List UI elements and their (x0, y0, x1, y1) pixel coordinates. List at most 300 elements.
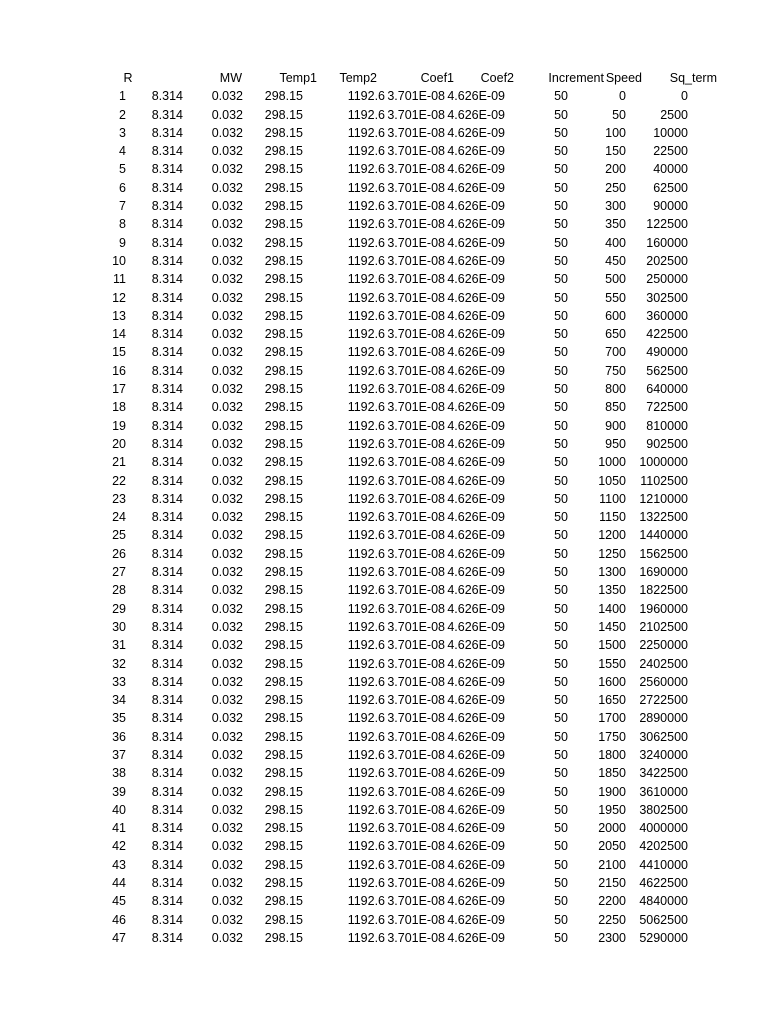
temp2-cell: 1192.6 (347, 125, 385, 140)
table-row (104, 417, 717, 435)
table-row (104, 929, 717, 947)
gas-constant-cell: 8.314 (151, 802, 183, 817)
row-index-cell: 39 (112, 784, 126, 799)
row-index-cell: 33 (112, 674, 126, 689)
temp2-cell: 1192.6 (347, 766, 385, 781)
coef2-cell: 4.626E-09 (447, 546, 505, 561)
table-row (104, 215, 717, 233)
mw-cell: 0.032 (211, 308, 243, 323)
temp2-cell: 1192.6 (347, 418, 385, 433)
sq-term-cell: 90000 (653, 199, 688, 214)
sq-term-cell: 810000 (646, 418, 688, 433)
temp1-cell: 298.15 (264, 235, 303, 250)
speed-cell: 1000 (598, 455, 626, 470)
gas-constant-cell: 8.314 (151, 583, 183, 598)
coef2-cell: 4.626E-09 (447, 528, 505, 543)
increment-cell: 50 (554, 638, 568, 653)
coef2-cell: 4.626E-09 (447, 217, 505, 232)
speed-cell: 850 (605, 400, 626, 415)
mw-cell: 0.032 (211, 674, 243, 689)
temp1-cell: 298.15 (264, 546, 303, 561)
table-row (104, 124, 717, 142)
row-index-cell: 11 (113, 272, 126, 287)
temp1-cell: 298.15 (264, 656, 303, 671)
mw-cell: 0.032 (211, 199, 243, 214)
mw-cell: 0.032 (211, 876, 243, 891)
sq-term-cell: 22500 (653, 144, 688, 159)
temp1-cell: 298.15 (264, 217, 303, 232)
sq-term-cell: 160000 (646, 235, 688, 250)
increment-cell: 50 (554, 802, 568, 817)
header-increment: Increment (548, 71, 604, 85)
speed-cell: 650 (605, 327, 626, 342)
row-index-cell: 22 (112, 473, 126, 488)
speed-cell: 1850 (598, 766, 626, 781)
increment-cell: 50 (554, 253, 568, 268)
coef1-cell: 3.701E-08 (387, 638, 445, 653)
table-row (104, 874, 717, 892)
speed-cell: 1250 (598, 546, 626, 561)
gas-constant-cell: 8.314 (151, 418, 183, 433)
gas-constant-cell: 8.314 (151, 821, 183, 836)
table-row (104, 325, 717, 343)
coef2-cell: 4.626E-09 (447, 125, 505, 140)
row-index-cell: 8 (119, 217, 126, 232)
row-index-cell: 26 (112, 546, 126, 561)
row-index-cell: 23 (112, 491, 126, 506)
mw-cell: 0.032 (211, 839, 243, 854)
mw-cell: 0.032 (211, 583, 243, 598)
row-index-cell: 12 (112, 290, 126, 305)
sq-term-cell: 1562500 (639, 546, 688, 561)
temp1-cell: 298.15 (264, 89, 303, 104)
coef2-cell: 4.626E-09 (447, 107, 505, 122)
temp1-cell: 298.15 (264, 363, 303, 378)
speed-cell: 2100 (598, 857, 626, 872)
mw-cell: 0.032 (211, 930, 243, 945)
row-index-cell: 9 (119, 235, 126, 250)
row-index-cell: 14 (112, 327, 126, 342)
temp2-cell: 1192.6 (347, 583, 385, 598)
mw-cell: 0.032 (211, 638, 243, 653)
temp1-cell: 298.15 (264, 199, 303, 214)
coef2-cell: 4.626E-09 (447, 436, 505, 451)
increment-cell: 50 (554, 473, 568, 488)
coef1-cell: 3.701E-08 (387, 180, 445, 195)
speed-cell: 1800 (598, 747, 626, 762)
table-row (104, 87, 717, 105)
speed-cell: 50 (612, 107, 626, 122)
sq-term-cell: 1322500 (639, 510, 688, 525)
temp1-cell: 298.15 (264, 894, 303, 909)
speed-cell: 1350 (598, 583, 626, 598)
coef1-cell: 3.701E-08 (387, 436, 445, 451)
mw-cell: 0.032 (211, 510, 243, 525)
gas-constant-cell: 8.314 (151, 638, 183, 653)
coef2-cell: 4.626E-09 (447, 510, 505, 525)
temp2-cell: 1192.6 (347, 510, 385, 525)
temp1-cell: 298.15 (264, 619, 303, 634)
temp2-cell: 1192.6 (347, 217, 385, 232)
sq-term-cell: 722500 (646, 400, 688, 415)
gas-constant-cell: 8.314 (151, 619, 183, 634)
table-row (104, 911, 717, 929)
row-index-cell: 16 (112, 363, 126, 378)
coef1-cell: 3.701E-08 (387, 89, 445, 104)
gas-constant-cell: 8.314 (151, 89, 183, 104)
temp2-cell: 1192.6 (347, 253, 385, 268)
sq-term-cell: 4410000 (639, 857, 688, 872)
temp1-cell: 298.15 (264, 565, 303, 580)
increment-cell: 50 (554, 930, 568, 945)
coef2-cell: 4.626E-09 (447, 821, 505, 836)
coef2-cell: 4.626E-09 (447, 839, 505, 854)
sq-term-cell: 250000 (646, 272, 688, 287)
coef1-cell: 3.701E-08 (387, 327, 445, 342)
sq-term-cell: 40000 (653, 162, 688, 177)
gas-constant-cell: 8.314 (151, 510, 183, 525)
sq-term-cell: 562500 (646, 363, 688, 378)
increment-cell: 50 (554, 857, 568, 872)
coef1-cell: 3.701E-08 (387, 729, 445, 744)
coef1-cell: 3.701E-08 (387, 766, 445, 781)
coef1-cell: 3.701E-08 (387, 821, 445, 836)
mw-cell: 0.032 (211, 144, 243, 159)
temp2-cell: 1192.6 (347, 729, 385, 744)
sq-term-cell: 2402500 (639, 656, 688, 671)
coef1-cell: 3.701E-08 (387, 418, 445, 433)
mw-cell: 0.032 (211, 784, 243, 799)
table-row (104, 764, 717, 782)
temp1-cell: 298.15 (264, 747, 303, 762)
coef1-cell: 3.701E-08 (387, 162, 445, 177)
coef1-cell: 3.701E-08 (387, 455, 445, 470)
sq-term-cell: 3802500 (639, 802, 688, 817)
speed-cell: 900 (605, 418, 626, 433)
row-index-cell: 2 (119, 107, 126, 122)
speed-cell: 800 (605, 382, 626, 397)
increment-cell: 50 (554, 528, 568, 543)
mw-cell: 0.032 (211, 180, 243, 195)
header-speed: Speed (605, 71, 642, 85)
temp1-cell: 298.15 (264, 308, 303, 323)
coef1-cell: 3.701E-08 (387, 711, 445, 726)
mw-cell: 0.032 (211, 546, 243, 561)
table-row (104, 819, 717, 837)
coef1-cell: 3.701E-08 (387, 290, 445, 305)
temp2-cell: 1192.6 (347, 894, 385, 909)
temp1-cell: 298.15 (264, 290, 303, 305)
coef2-cell: 4.626E-09 (447, 729, 505, 744)
coef1-cell: 3.701E-08 (387, 363, 445, 378)
temp1-cell: 298.15 (264, 784, 303, 799)
mw-cell: 0.032 (211, 382, 243, 397)
increment-cell: 50 (554, 382, 568, 397)
increment-cell: 50 (554, 546, 568, 561)
temp2-cell: 1192.6 (347, 711, 385, 726)
table-row (104, 636, 717, 654)
increment-cell: 50 (554, 308, 568, 323)
sq-term-cell: 62500 (653, 180, 688, 195)
temp1-cell: 298.15 (264, 144, 303, 159)
coef2-cell: 4.626E-09 (447, 89, 505, 104)
temp2-cell: 1192.6 (347, 455, 385, 470)
table-row (104, 691, 717, 709)
row-index-cell: 19 (112, 418, 126, 433)
speed-cell: 2050 (598, 839, 626, 854)
temp1-cell: 298.15 (264, 436, 303, 451)
temp2-cell: 1192.6 (347, 821, 385, 836)
speed-cell: 700 (605, 345, 626, 360)
coef2-cell: 4.626E-09 (447, 619, 505, 634)
coef2-cell: 4.626E-09 (447, 766, 505, 781)
mw-cell: 0.032 (211, 473, 243, 488)
speed-cell: 1500 (598, 638, 626, 653)
increment-cell: 50 (554, 912, 568, 927)
coef1-cell: 3.701E-08 (387, 656, 445, 671)
coef1-cell: 3.701E-08 (387, 546, 445, 561)
gas-constant-cell: 8.314 (151, 125, 183, 140)
temp2-cell: 1192.6 (347, 89, 385, 104)
increment-cell: 50 (554, 656, 568, 671)
table-row (104, 526, 717, 544)
coef1-cell: 3.701E-08 (387, 857, 445, 872)
increment-cell: 50 (554, 821, 568, 836)
coef2-cell: 4.626E-09 (447, 802, 505, 817)
mw-cell: 0.032 (211, 418, 243, 433)
increment-cell: 50 (554, 345, 568, 360)
coef2-cell: 4.626E-09 (447, 272, 505, 287)
table-row (104, 307, 717, 325)
temp1-cell: 298.15 (264, 876, 303, 891)
gas-constant-cell: 8.314 (151, 345, 183, 360)
coef1-cell: 3.701E-08 (387, 747, 445, 762)
temp2-cell: 1192.6 (347, 565, 385, 580)
increment-cell: 50 (554, 327, 568, 342)
mw-cell: 0.032 (211, 528, 243, 543)
increment-cell: 50 (554, 272, 568, 287)
coef2-cell: 4.626E-09 (447, 180, 505, 195)
coef2-cell: 4.626E-09 (447, 199, 505, 214)
row-index-cell: 41 (112, 821, 126, 836)
sq-term-cell: 1000000 (639, 455, 688, 470)
sq-term-cell: 4840000 (639, 894, 688, 909)
coef2-cell: 4.626E-09 (447, 876, 505, 891)
increment-cell: 50 (554, 711, 568, 726)
gas-constant-cell: 8.314 (151, 693, 183, 708)
increment-cell: 50 (554, 455, 568, 470)
mw-cell: 0.032 (211, 162, 243, 177)
coef2-cell: 4.626E-09 (447, 491, 505, 506)
increment-cell: 50 (554, 125, 568, 140)
sq-term-cell: 4202500 (639, 839, 688, 854)
row-index-cell: 4 (119, 144, 126, 159)
coef1-cell: 3.701E-08 (387, 144, 445, 159)
coef2-cell: 4.626E-09 (447, 857, 505, 872)
speed-cell: 1600 (598, 674, 626, 689)
speed-cell: 950 (605, 436, 626, 451)
coef1-cell: 3.701E-08 (387, 308, 445, 323)
coef2-cell: 4.626E-09 (447, 418, 505, 433)
table-row (104, 892, 717, 910)
gas-constant-cell: 8.314 (151, 930, 183, 945)
table-row (104, 709, 717, 727)
gas-constant-cell: 8.314 (151, 601, 183, 616)
table-row (104, 179, 717, 197)
temp1-cell: 298.15 (264, 839, 303, 854)
sq-term-cell: 1210000 (639, 491, 688, 506)
coef2-cell: 4.626E-09 (447, 162, 505, 177)
temp1-cell: 298.15 (264, 583, 303, 598)
row-index-cell: 35 (112, 711, 126, 726)
coef1-cell: 3.701E-08 (387, 565, 445, 580)
coef2-cell: 4.626E-09 (447, 345, 505, 360)
mw-cell: 0.032 (211, 766, 243, 781)
temp2-cell: 1192.6 (347, 638, 385, 653)
temp1-cell: 298.15 (264, 473, 303, 488)
table-row (104, 563, 717, 581)
temp1-cell: 298.15 (264, 125, 303, 140)
table-row (104, 270, 717, 288)
sq-term-cell: 360000 (646, 308, 688, 323)
sq-term-cell: 1960000 (639, 601, 688, 616)
table-row (104, 380, 717, 398)
speed-cell: 200 (605, 162, 626, 177)
sq-term-cell: 122500 (646, 217, 688, 232)
row-index-cell: 43 (112, 857, 126, 872)
sq-term-cell: 2890000 (639, 711, 688, 726)
table-row (104, 581, 717, 599)
coef2-cell: 4.626E-09 (447, 601, 505, 616)
row-index-cell: 29 (112, 601, 126, 616)
mw-cell: 0.032 (211, 747, 243, 762)
sq-term-cell: 202500 (646, 253, 688, 268)
table-row (104, 856, 717, 874)
row-index-cell: 21 (112, 455, 126, 470)
table-row (104, 801, 717, 819)
table-row (104, 673, 717, 691)
coef1-cell: 3.701E-08 (387, 235, 445, 250)
row-index-cell: 36 (112, 729, 126, 744)
speed-cell: 2200 (598, 894, 626, 909)
sq-term-cell: 2102500 (639, 619, 688, 634)
table-row (104, 398, 717, 416)
coef1-cell: 3.701E-08 (387, 528, 445, 543)
row-index-cell: 25 (112, 528, 126, 543)
coef2-cell: 4.626E-09 (447, 747, 505, 762)
header-sq-term: Sq_term (669, 71, 717, 85)
mw-cell: 0.032 (211, 601, 243, 616)
temp1-cell: 298.15 (264, 272, 303, 287)
coef1-cell: 3.701E-08 (387, 253, 445, 268)
temp2-cell: 1192.6 (347, 674, 385, 689)
temp1-cell: 298.15 (264, 382, 303, 397)
speed-cell: 1200 (598, 528, 626, 543)
temp2-cell: 1192.6 (347, 382, 385, 397)
temp2-cell: 1192.6 (347, 784, 385, 799)
coef1-cell: 3.701E-08 (387, 272, 445, 287)
temp2-cell: 1192.6 (347, 290, 385, 305)
coef2-cell: 4.626E-09 (447, 894, 505, 909)
row-index-cell: 5 (119, 162, 126, 177)
temp2-cell: 1192.6 (347, 199, 385, 214)
table-row (104, 343, 717, 361)
sq-term-cell: 4000000 (639, 821, 688, 836)
header-temp1: Temp1 (279, 71, 317, 85)
temp2-cell: 1192.6 (347, 930, 385, 945)
table-row (104, 106, 717, 124)
row-index-cell: 15 (112, 345, 126, 360)
gas-constant-cell: 8.314 (151, 382, 183, 397)
table-row (104, 197, 717, 215)
temp2-cell: 1192.6 (347, 272, 385, 287)
increment-cell: 50 (554, 418, 568, 433)
temp2-cell: 1192.6 (347, 400, 385, 415)
temp2-cell: 1192.6 (347, 107, 385, 122)
increment-cell: 50 (554, 674, 568, 689)
increment-cell: 50 (554, 180, 568, 195)
row-index-cell: 38 (112, 766, 126, 781)
sq-term-cell: 902500 (646, 436, 688, 451)
coef2-cell: 4.626E-09 (447, 674, 505, 689)
temp2-cell: 1192.6 (347, 308, 385, 323)
row-index-cell: 7 (119, 199, 126, 214)
speed-cell: 2300 (598, 930, 626, 945)
speed-cell: 300 (605, 199, 626, 214)
row-index-cell: 34 (112, 693, 126, 708)
row-index-cell: 32 (112, 656, 126, 671)
temp1-cell: 298.15 (264, 693, 303, 708)
increment-cell: 50 (554, 766, 568, 781)
gas-constant-cell: 8.314 (151, 528, 183, 543)
gas-constant-cell: 8.314 (151, 857, 183, 872)
temp2-cell: 1192.6 (347, 180, 385, 195)
gas-constant-cell: 8.314 (151, 839, 183, 854)
temp2-cell: 1192.6 (347, 235, 385, 250)
row-index-cell: 17 (112, 382, 126, 397)
gas-constant-cell: 8.314 (151, 876, 183, 891)
increment-cell: 50 (554, 436, 568, 451)
table-row (104, 160, 717, 178)
gas-constant-cell: 8.314 (151, 711, 183, 726)
mw-cell: 0.032 (211, 400, 243, 415)
temp2-cell: 1192.6 (347, 601, 385, 616)
sq-term-cell: 5062500 (639, 912, 688, 927)
mw-cell: 0.032 (211, 89, 243, 104)
row-index-cell: 31 (112, 638, 126, 653)
mw-cell: 0.032 (211, 327, 243, 342)
speed-cell: 1750 (598, 729, 626, 744)
temp2-cell: 1192.6 (347, 802, 385, 817)
coef2-cell: 4.626E-09 (447, 473, 505, 488)
row-index-cell: 27 (112, 565, 126, 580)
table-row (104, 435, 717, 453)
speed-cell: 0 (619, 89, 626, 104)
temp1-cell: 298.15 (264, 253, 303, 268)
temp2-cell: 1192.6 (347, 491, 385, 506)
temp2-cell: 1192.6 (347, 327, 385, 342)
speed-cell: 150 (605, 144, 626, 159)
row-index-cell: 44 (112, 876, 126, 891)
coef2-cell: 4.626E-09 (447, 711, 505, 726)
gas-constant-cell: 8.314 (151, 162, 183, 177)
header-r: R (123, 71, 133, 85)
table-row (104, 472, 717, 490)
temp2-cell: 1192.6 (347, 546, 385, 561)
gas-constant-cell: 8.314 (151, 253, 183, 268)
temp2-cell: 1192.6 (347, 839, 385, 854)
mw-cell: 0.032 (211, 290, 243, 305)
